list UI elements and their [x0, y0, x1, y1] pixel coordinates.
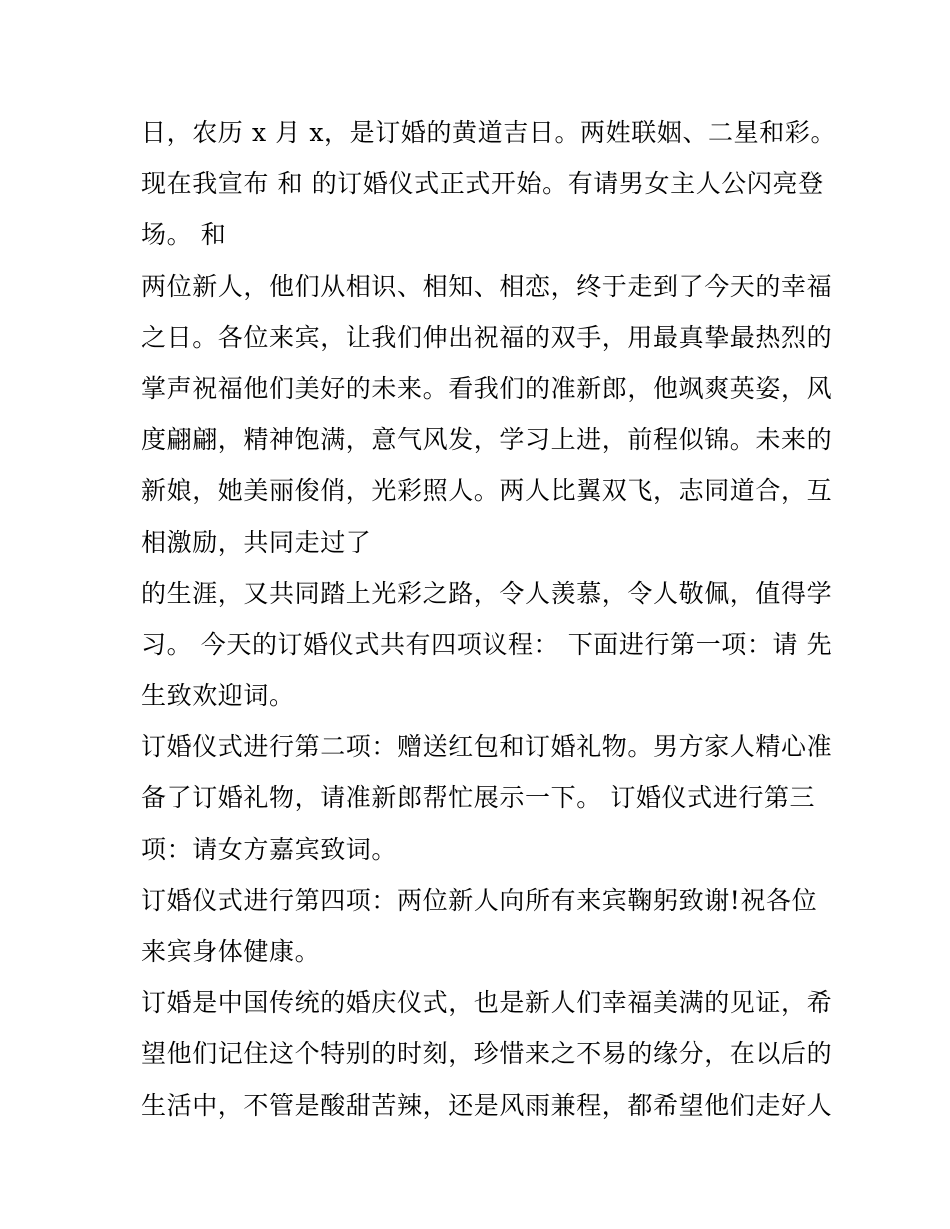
- text-line: 习。 今天的订婚仪式共有四项议程： 下面进行第一项：请 先: [141, 629, 833, 659]
- text-line: 订婚是中国传统的婚庆仪式，也是新人们幸福美满的见证，希: [141, 988, 833, 1018]
- text-line: 订婚仪式进行第四项：两位新人向所有来宾鞠躬致谢!祝各位: [141, 885, 818, 915]
- text-line: 订婚仪式进行第二项：赠送红包和订婚礼物。男方家人精心准: [141, 732, 833, 762]
- text-line: 望他们记住这个特别的时刻，珍惜来之不易的缘分，在以后的: [141, 1039, 833, 1069]
- text-line: 之日。各位来宾，让我们伸出祝福的双手，用最真挚最热烈的: [141, 322, 833, 352]
- text-line: 现在我宣布 和 的订婚仪式正式开始。有请男女主人公闪亮登: [141, 169, 824, 199]
- text-line: 来宾身体健康。: [141, 937, 321, 966]
- text-line: 项：请女方嘉宾致词。: [141, 834, 398, 864]
- document-body: [141, 107, 837, 1131]
- text-line: 度翩翩，精神饱满，意气风发，学习上进，前程似锦。未来的: [141, 425, 833, 455]
- text-line: 掌声祝福他们美好的未来。看我们的准新郎，他飒爽英姿，风: [141, 373, 833, 403]
- text-line: 生致欢迎词。: [141, 681, 295, 711]
- text-line: 两位新人，他们从相识、相知、相恋，终于走到了今天的幸福: [141, 271, 833, 301]
- text-line: 相激励，共同走过了: [141, 527, 372, 557]
- text-line: 生活中，不管是酸甜苦辣，还是风雨兼程，都希望他们走好人: [141, 1090, 833, 1120]
- text-line: 日，农历 x 月 x，是订婚的黄道吉日。两姓联姻、二星和彩。: [141, 118, 837, 147]
- text-line: 场。 和: [141, 220, 227, 250]
- text-line: 新娘，她美丽俊俏，光彩照人。两人比翼双飞，志同道合，互: [141, 476, 833, 506]
- text-line: 备了订婚礼物，请准新郎帮忙展示一下。 订婚仪式进行第三: [141, 783, 816, 813]
- text-line: 的生涯，又共同踏上光彩之路，令人羡慕，令人敬佩，值得学: [141, 578, 833, 608]
